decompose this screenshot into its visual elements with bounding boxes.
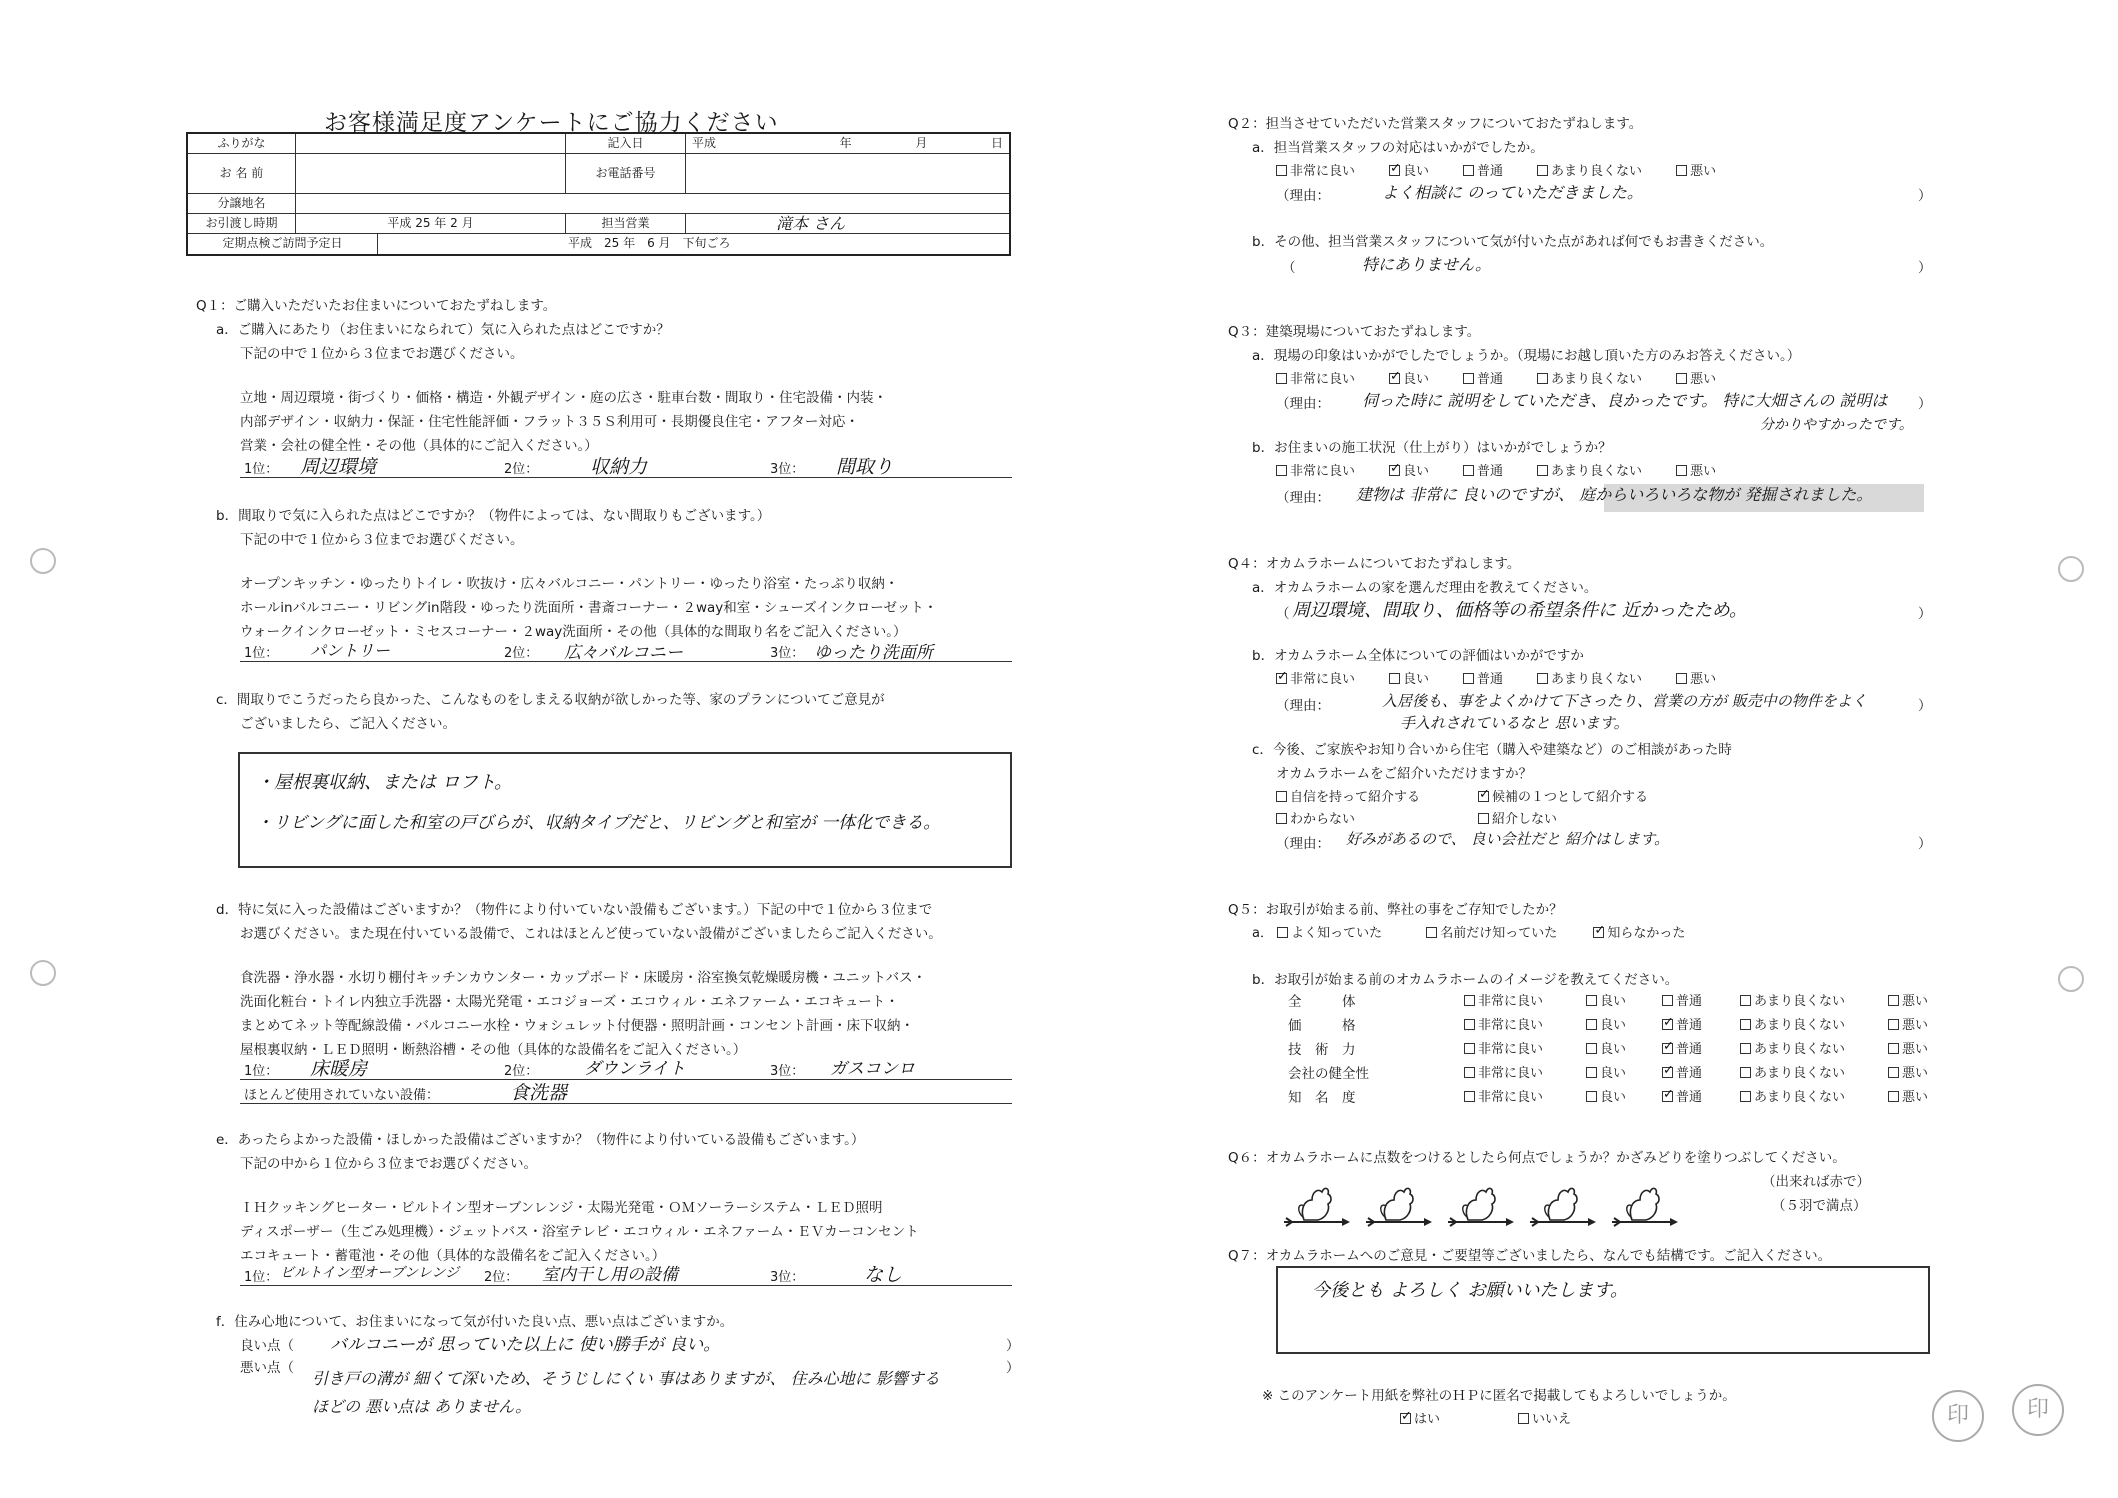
q5b-option[interactable] xyxy=(1662,1062,1702,1081)
option-label: 非常に良い xyxy=(1478,1042,1544,1057)
checkbox[interactable] xyxy=(1464,1067,1475,1078)
punch-hole xyxy=(30,548,56,574)
furigana-field[interactable] xyxy=(296,134,566,153)
option-label: あまり良くない xyxy=(1754,1018,1846,1033)
publish-yes[interactable]: ✓はい xyxy=(1400,1408,1440,1427)
q5b-option[interactable] xyxy=(1662,1086,1702,1105)
option-label: 非常に良い xyxy=(1290,372,1356,387)
q1d-question: d．特に気に入った設備はございますか？（物件により付いていない設備もございます。）下記の中で１位から３位まで xyxy=(216,902,933,918)
q1a-rank1[interactable]: 周辺環境 xyxy=(300,456,377,478)
q4b-reason-1[interactable]: 入居後も、事をよくかけて下さったり、営業の方が 販売中の物件をよく xyxy=(1382,692,1867,710)
q1f-good-label: 良い点（ xyxy=(240,1338,294,1354)
inspection-label: 定期点検ご訪問予定日 xyxy=(188,234,378,254)
q1d-unused-row: ほとんど使用されていない設備： 食洗器 xyxy=(240,1082,1012,1104)
checkbox[interactable] xyxy=(1740,1091,1751,1102)
q2b-answer[interactable]: 特にありません。 xyxy=(1362,255,1491,274)
checkbox[interactable] xyxy=(1400,1413,1411,1424)
option-label: 非常に良い xyxy=(1478,1018,1544,1033)
q5b-option[interactable] xyxy=(1740,1086,1845,1105)
q4c-sub: オカムラホームをご紹介いただけますか？ xyxy=(1276,766,1533,782)
option-label: 非常に良い xyxy=(1290,672,1356,687)
q1c-sub: ございましたら、ご記入ください。 xyxy=(240,716,456,732)
q4b-options xyxy=(1276,668,1750,687)
name-field[interactable] xyxy=(296,154,566,193)
q5b-option[interactable] xyxy=(1662,1014,1702,1033)
q5b-option[interactable] xyxy=(1464,1062,1543,1081)
option-label: 非常に良い xyxy=(1290,464,1356,479)
checkbox[interactable] xyxy=(1277,927,1288,938)
q2a-question: a．担当営業スタッフの対応はいかがでしたか。 xyxy=(1252,140,1544,156)
q1d-rank2[interactable]: ダウンライト xyxy=(584,1059,686,1079)
q1d-options-4: 屋根裏収納・ＬＥＤ照明・断熱浴槽・その他（具体的な設備名をご記入ください。） xyxy=(240,1042,747,1058)
checkbox[interactable] xyxy=(1888,995,1899,1006)
q1d-sub: お選びください。また現在付いている設備で、これはほとんど使っていない設備がございましたらご記入ください。 xyxy=(240,926,942,942)
weathervane-rooster-icon[interactable] xyxy=(1528,1178,1598,1234)
lot-label: 分譲地名 xyxy=(188,194,296,213)
q1e-rank3[interactable]: なし xyxy=(864,1264,903,1286)
q5b-row-label: 技 術 力 xyxy=(1288,1042,1356,1058)
paren-close: ） xyxy=(1918,836,1932,852)
checkbox[interactable] xyxy=(1676,373,1687,384)
q1e-rank2[interactable]: 室内干し用の設備 xyxy=(542,1265,678,1285)
q5b-option[interactable] xyxy=(1740,1038,1845,1057)
q4c-option-3[interactable]: わからない xyxy=(1276,808,1355,827)
option-label: 良い xyxy=(1600,1018,1627,1033)
checkbox[interactable] xyxy=(1740,1067,1751,1078)
q3a-reason-label: （理由： xyxy=(1276,396,1330,412)
option-label: あまり良くない xyxy=(1754,1042,1846,1057)
option-label: 悪い xyxy=(1902,1090,1929,1105)
checkbox[interactable] xyxy=(1389,673,1400,684)
checkbox[interactable] xyxy=(1464,1091,1475,1102)
option-label: 非常に良い xyxy=(1290,164,1356,179)
q1a-question: a．ご購入にあたり（お住まいになられて）気に入られた点はどこですか？ xyxy=(216,322,670,338)
paren-close: ） xyxy=(1006,1338,1020,1354)
q6-note-1: （出来れば赤で） xyxy=(1762,1174,1870,1190)
option-label: 非常に良い xyxy=(1478,1090,1544,1105)
q3a-options xyxy=(1276,368,1750,387)
q5b-question: b．お取引が始まる前のオカムラホームのイメージを教えてください。 xyxy=(1252,972,1679,988)
option-label: あまり良くない xyxy=(1754,994,1846,1009)
q1d-ranking: 1位： 床暖房 2位： ダウンライト 3位： ガスコンロ xyxy=(240,1058,1012,1080)
option-label: 普通 xyxy=(1676,1042,1703,1057)
q1c-question: c．間取りでこうだったら良かった、こんなものをしまえる収納が欲しかった等、家のプランについてご意見が xyxy=(216,692,885,708)
q5b-row-label: 価 格 xyxy=(1288,1018,1356,1034)
option-label: あまり良くない xyxy=(1551,464,1643,479)
form-title: お客様満足度アンケートにご協力ください xyxy=(324,110,779,136)
option-label: 悪い xyxy=(1690,164,1717,179)
checkbox[interactable] xyxy=(1662,1019,1673,1030)
q5b-option[interactable] xyxy=(1586,990,1626,1009)
q5b-option[interactable] xyxy=(1464,1014,1543,1033)
option-label: 良い xyxy=(1600,994,1627,1009)
q5b-option[interactable] xyxy=(1586,1014,1626,1033)
checkbox[interactable] xyxy=(1464,1019,1475,1030)
publish-no[interactable]: いいえ xyxy=(1518,1408,1571,1427)
option-label: あまり良くない xyxy=(1754,1090,1846,1105)
checkbox[interactable] xyxy=(1276,465,1287,476)
q3b-reason-label: （理由： xyxy=(1276,490,1330,506)
q1b-rank2[interactable]: 広々バルコニー xyxy=(564,643,683,663)
q5b-option[interactable] xyxy=(1586,1038,1626,1057)
q3a-reason-2[interactable]: 分かりやすかったです。 xyxy=(1760,417,1913,433)
q1a-rank3[interactable]: 間取り xyxy=(836,456,894,478)
q1c-answer-1: ・屋根裏収納、または ロフト。 xyxy=(256,772,513,793)
weathervane-rooster-icon[interactable] xyxy=(1446,1178,1516,1234)
q1a-options-1: 立地・周辺環境・街づくり・価格・構造・外観デザイン・庭の広さ・駐車台数・間取り・住宅設備・内装・ xyxy=(240,390,888,406)
paren-open: （ xyxy=(1282,260,1296,276)
q5b-row-label: 会社の健全性 xyxy=(1288,1066,1369,1082)
q1d-options-1: 食洗器・浄水器・水切り棚付キッチンカウンター・カップボード・床暖房・浴室換気乾燥暖房機・ユニットバス・ xyxy=(240,970,927,986)
q1a-ranking: 1位： 周辺環境 2位： 収納力 3位： 間取り xyxy=(240,456,1012,478)
checkbox[interactable] xyxy=(1888,1019,1899,1030)
q4b-reason-2[interactable]: 手入れされているなと 思います。 xyxy=(1400,714,1629,732)
checkbox[interactable] xyxy=(1478,791,1489,802)
option-label: 非常に良い xyxy=(1478,994,1544,1009)
sales-value[interactable]: 滝本 さん xyxy=(776,214,846,233)
checkbox[interactable] xyxy=(1537,373,1548,384)
q1e-ranking: 1位： ビルトイン型オーブンレンジ 2位： 室内干し用の設備 3位： なし xyxy=(240,1264,1012,1286)
weathervane-rooster-icon[interactable] xyxy=(1364,1178,1434,1234)
checkbox[interactable] xyxy=(1586,1019,1597,1030)
option-label: あまり良くない xyxy=(1551,672,1643,687)
checkbox[interactable] xyxy=(1586,1091,1597,1102)
q4a-answer[interactable]: 周辺環境、間取り、価格等の希望条件に 近かったため。 xyxy=(1292,600,1747,621)
checkbox[interactable] xyxy=(1586,1043,1597,1054)
q1c-answer-box[interactable] xyxy=(238,752,1012,868)
paren-open: （ xyxy=(1276,606,1290,622)
q1d-rank1[interactable]: 床暖房 xyxy=(310,1058,368,1080)
checkbox[interactable] xyxy=(1463,373,1474,384)
weathervane-rooster-icon[interactable] xyxy=(1610,1178,1680,1234)
checkbox[interactable] xyxy=(1888,1067,1899,1078)
checkbox[interactable] xyxy=(1740,995,1751,1006)
option-label: あまり良くない xyxy=(1551,372,1643,387)
q5-heading: Q５：お取引が始まる前、弊社の事をご存知でしたか？ xyxy=(1228,902,1563,918)
paren-close: ） xyxy=(1918,606,1932,622)
option-label: 良い xyxy=(1403,464,1430,479)
q4c-reason[interactable]: 好みがあるので、 良い会社だと 紹介はします。 xyxy=(1346,830,1670,848)
q1a-options-2: 内部デザイン・収納力・保証・住宅性能評価・フラット３５Ｓ利用可・長期優良住宅・アフター対応・ xyxy=(240,414,859,430)
publish-question: ※ このアンケート用紙を弊社のＨＰに匿名で掲載してもよろしいでしょうか。 xyxy=(1262,1388,1736,1404)
option-label: あまり良くない xyxy=(1551,164,1643,179)
option-label: 悪い xyxy=(1690,464,1717,479)
q3b-options xyxy=(1276,460,1750,479)
q3b-question: b．お住まいの施工状況（仕上がり）はいかがでしょうか？ xyxy=(1252,440,1612,456)
q1f-bad-answer-2[interactable]: ほどの 悪い点は ありません。 xyxy=(312,1397,532,1416)
checkbox[interactable] xyxy=(1464,1043,1475,1054)
checkbox[interactable] xyxy=(1463,465,1474,476)
q1d-rank3[interactable]: ガスコンロ xyxy=(830,1059,915,1079)
checkbox[interactable] xyxy=(1662,995,1673,1006)
punch-hole xyxy=(30,960,56,986)
q4c-reason-label: （理由： xyxy=(1276,836,1330,852)
option-label: 悪い xyxy=(1902,1042,1929,1057)
q5b-row-label: 知 名 度 xyxy=(1288,1090,1356,1106)
q1-heading: Q１：ご購入いただいたお住まいについておたずねします。 xyxy=(196,298,557,314)
q1f-good-answer[interactable]: バルコニーが 思っていた以上に 使い勝手が 良い。 xyxy=(330,1335,721,1355)
q1b-options-2: ホールinバルコニー・リビングin階段・ゆったり洗面所・書斎コーナー・２way和室・シューズインクローゼット・ xyxy=(240,600,938,616)
option-label: 良い xyxy=(1403,164,1430,179)
q3-heading: Q３：建築現場についておたずねします。 xyxy=(1228,324,1481,340)
q1b-question: b．間取りで気に入られた点はどこですか？（物件によっては、ない間取りもございます。） xyxy=(216,508,771,524)
paren-close: ） xyxy=(1918,188,1932,204)
checkbox[interactable] xyxy=(1676,165,1687,176)
punch-hole xyxy=(2058,966,2084,992)
option-label: 普通 xyxy=(1676,994,1703,1009)
q1b-ranking: 1位： パントリー 2位： 広々バルコニー 3位： ゆったり洗面所 xyxy=(240,640,1012,662)
checkbox[interactable] xyxy=(1586,1067,1597,1078)
inspection-value[interactable]: 平成 25 年 6 月 下旬ごろ xyxy=(568,236,731,250)
entry-date-field[interactable]: 平成 年 月 日 xyxy=(692,136,1003,150)
q4b-question: b．オカムラホーム全体についての評価はいかがですか xyxy=(1252,648,1584,664)
checkbox[interactable] xyxy=(1478,813,1489,824)
seal-stamp: 印 xyxy=(2012,1384,2064,1436)
q2-heading: Q２：担当させていただいた営業スタッフについておたずねします。 xyxy=(1228,116,1643,132)
option-label: 普通 xyxy=(1477,372,1504,387)
option-label: あまり良くない xyxy=(1754,1066,1846,1081)
q3a-question: a．現場の印象はいかがでしたでしょうか。（現場にお越し頂いた方のみお答えください。） xyxy=(1252,348,1801,364)
q1b-rank3[interactable]: ゆったり洗面所 xyxy=(814,643,933,663)
handover-value[interactable]: 平成 25 年 2 月 xyxy=(296,214,566,233)
checkbox[interactable] xyxy=(1276,673,1287,684)
q1b-rank1[interactable]: パントリー xyxy=(310,641,391,660)
q1d-options-2: 洗面化粧台・トイレ内独立手洗器・太陽光発電・エコジョーズ・エコウィル・エネファーム・エコキュート・ xyxy=(240,994,899,1010)
checkbox[interactable] xyxy=(1389,465,1400,476)
q1b-options-3: ウォークインクローゼット・ミセスコーナー・２way洗面所・その他（具体的な間取り名をご記入ください。） xyxy=(240,624,907,640)
q1e-rank1[interactable]: ビルトイン型オーブンレンジ xyxy=(280,1265,459,1281)
q5b-option[interactable] xyxy=(1888,1086,1928,1105)
checkbox[interactable] xyxy=(1662,1067,1673,1078)
q7-answer: 今後とも よろしく お願いいたします。 xyxy=(1312,1280,1629,1301)
customer-info-table xyxy=(186,132,1011,256)
paren-close: ） xyxy=(1918,260,1932,276)
furigana-label: ふりがな xyxy=(188,134,296,153)
punch-hole xyxy=(2058,556,2084,582)
checkbox[interactable] xyxy=(1537,165,1548,176)
q1e-sub: 下記の中から１位から３位までお選びください。 xyxy=(240,1156,537,1172)
option-label: 普通 xyxy=(1676,1018,1703,1033)
checkbox[interactable] xyxy=(1276,165,1287,176)
q1c-answer-2: ・リビングに面した和室の戸びらが、収納タイプだと、リビングと和室が 一体化できる。 xyxy=(256,813,941,833)
checkbox[interactable] xyxy=(1740,1019,1751,1030)
q7-answer-box[interactable] xyxy=(1276,1266,1930,1354)
weathervane-rooster-icon[interactable] xyxy=(1282,1178,1352,1234)
option-label: 普通 xyxy=(1477,164,1504,179)
q1e-options-2: ディスポーザー（生ごみ処理機）・ジェットバス・浴室テレビ・エコウィル・エネファーム・ＥＶカーコンセント xyxy=(240,1224,919,1240)
paren-close: ） xyxy=(1918,396,1932,412)
paren-close: ） xyxy=(1006,1360,1020,1376)
q5b-option[interactable] xyxy=(1888,1038,1928,1057)
q3b-reason[interactable]: 建物は 非常に 良いのですが、 庭からいろいろな物が 発掘されました。 xyxy=(1356,485,1873,504)
checkbox[interactable] xyxy=(1537,673,1548,684)
q5b-option[interactable] xyxy=(1464,990,1543,1009)
option-label: 普通 xyxy=(1676,1066,1703,1081)
q5b-option[interactable] xyxy=(1464,1086,1543,1105)
option-label: 良い xyxy=(1600,1066,1627,1081)
q5b-option[interactable] xyxy=(1662,990,1702,1009)
q4b-reason-label: （理由： xyxy=(1276,698,1330,714)
checkbox[interactable] xyxy=(1676,673,1687,684)
q5b-option[interactable] xyxy=(1464,1038,1543,1057)
checkbox[interactable] xyxy=(1586,995,1597,1006)
q1e-question: e．あったらよかった設備・ほしかった設備はございますか？（物件により付いている設備もございます。） xyxy=(216,1132,865,1148)
q5b-option[interactable] xyxy=(1888,1014,1928,1033)
option-label: 良い xyxy=(1600,1042,1627,1057)
q6-note-2: （５羽で満点） xyxy=(1772,1198,1867,1214)
checkbox[interactable] xyxy=(1464,995,1475,1006)
q1f-bad-answer-1[interactable]: 引き戸の溝が 細くて深いため、そうじしにくい 事はありますが、 住み心地に 影響する xyxy=(312,1369,940,1388)
checkbox[interactable] xyxy=(1662,1091,1673,1102)
checkbox[interactable] xyxy=(1389,165,1400,176)
option-label: 悪い xyxy=(1902,1018,1929,1033)
paren-close: ） xyxy=(1918,698,1932,714)
checkbox[interactable] xyxy=(1276,373,1287,384)
checkbox[interactable] xyxy=(1888,1043,1899,1054)
q1e-options-3: エコキュート・蓄電池・その他（具体的な設備名をご記入ください。） xyxy=(240,1248,666,1264)
q5b-option[interactable] xyxy=(1586,1062,1626,1081)
sales-label: 担当営業 xyxy=(566,214,686,233)
q1d-unused-value[interactable]: 食洗器 xyxy=(510,1082,568,1104)
q7-heading: Q７：オカムラホームへのご意見・ご要望等ございましたら、なんでも結構です。ご記入ください。 xyxy=(1228,1248,1832,1264)
q2a-reason[interactable]: よく相談に のっていただきました。 xyxy=(1382,183,1643,202)
phone-label: お電話番号 xyxy=(566,154,686,193)
q5b-option[interactable] xyxy=(1740,1014,1845,1033)
checkbox[interactable] xyxy=(1518,1413,1529,1424)
option-label: 悪い xyxy=(1690,672,1717,687)
checkbox[interactable] xyxy=(1888,1091,1899,1102)
q1a-sub: 下記の中で１位から３位までお選びください。 xyxy=(240,346,524,362)
option-label: 悪い xyxy=(1690,372,1717,387)
option-label: 良い xyxy=(1403,672,1430,687)
q6-heading: Q６：オカムラホームに点数をつけるとしたら何点でしょうか？かざみどりを塗りつぶしてください。 xyxy=(1228,1150,1846,1166)
checkbox[interactable] xyxy=(1676,465,1687,476)
checkbox[interactable] xyxy=(1593,927,1604,938)
q1f-bad-label: 悪い点（ xyxy=(240,1360,294,1376)
checkbox[interactable] xyxy=(1463,165,1474,176)
option-label: 普通 xyxy=(1477,672,1504,687)
lot-field[interactable] xyxy=(296,194,1009,213)
option-label: 普通 xyxy=(1676,1090,1703,1105)
q5b-option[interactable] xyxy=(1662,1038,1702,1057)
q5b-option[interactable] xyxy=(1888,990,1928,1009)
checkbox[interactable] xyxy=(1389,373,1400,384)
q5b-row-label: 全 体 xyxy=(1288,994,1356,1010)
q1a-options-3: 営業・会社の健全性・その他（具体的にご記入ください。） xyxy=(240,438,598,454)
phone-field[interactable] xyxy=(686,154,1009,193)
checkbox[interactable] xyxy=(1740,1043,1751,1054)
checkbox[interactable] xyxy=(1426,927,1437,938)
checkbox[interactable] xyxy=(1662,1043,1673,1054)
option-label: 非常に良い xyxy=(1478,1066,1544,1081)
entry-date-label: 記入日 xyxy=(566,134,686,153)
q2a-options xyxy=(1276,160,1750,179)
q1f-question: f．住み心地について、お住まいになって気が付いた良い点、悪い点はございますか。 xyxy=(216,1314,734,1330)
q1d-options-3: まとめてネット等配線設備・バルコニー水栓・ウォシュレット付便器・照明計画・コンセント計画・床下収納・ xyxy=(240,1018,915,1034)
option-label: 良い xyxy=(1600,1090,1627,1105)
q5b-option[interactable] xyxy=(1888,1062,1928,1081)
q1b-options-1: オープンキッチン・ゆったりトイレ・吹抜け・広々バルコニー・パントリー・ゆったり浴室・たっぷり収納・ xyxy=(240,576,899,592)
name-label: お 名 前 xyxy=(188,154,296,193)
q5b-option[interactable] xyxy=(1586,1086,1626,1105)
option-label: 良い xyxy=(1403,372,1430,387)
q2a-reason-label: （理由： xyxy=(1276,188,1330,204)
checkbox[interactable] xyxy=(1463,673,1474,684)
q5b-option[interactable] xyxy=(1740,990,1845,1009)
q5b-option[interactable] xyxy=(1740,1062,1845,1081)
checkbox[interactable] xyxy=(1537,465,1548,476)
handover-label: お引渡し時期 xyxy=(188,214,296,233)
q4-heading: Q４：オカムラホームについておたずねします。 xyxy=(1228,556,1521,572)
q4c-option-1[interactable]: 自信を持って紹介する xyxy=(1276,786,1420,805)
option-label: 悪い xyxy=(1902,994,1929,1009)
q4c-question: c．今後、ご家族やお知り合いから住宅（購入や建築など）のご相談があった時 xyxy=(1252,742,1732,758)
checkbox[interactable] xyxy=(1276,791,1287,802)
seal-stamp: 印 xyxy=(1932,1390,1984,1442)
q4c-option-2[interactable]: ✓ 候補の１つとして紹介する xyxy=(1478,786,1648,805)
q5a-options: a． よく知っていた 名前だけ知っていた ✓ 知らなかった xyxy=(1252,922,1685,941)
q4a-question: a．オカムラホームの家を選んだ理由を教えてください。 xyxy=(1252,580,1598,596)
option-label: 悪い xyxy=(1902,1066,1929,1081)
q3a-reason-1[interactable]: 伺った時に 説明をしていただき、良かったです。 特に大畑さんの 説明は xyxy=(1362,391,1888,410)
q1b-sub: 下記の中で１位から３位までお選びください。 xyxy=(240,532,524,548)
option-label: 普通 xyxy=(1477,464,1504,479)
q1a-rank2[interactable]: 収納力 xyxy=(590,456,648,478)
q4c-option-4[interactable]: 紹介しない xyxy=(1478,808,1557,827)
checkbox[interactable] xyxy=(1276,813,1287,824)
q1e-options-1: ＩＨクッキングヒーター・ビルトイン型オーブンレンジ・太陽光発電・ＯＭソーラーシステム・ＬＥＤ照明 xyxy=(240,1200,883,1216)
q2b-question: b．その他、担当営業スタッフについて気が付いた点があれば何でもお書きください。 xyxy=(1252,234,1774,250)
